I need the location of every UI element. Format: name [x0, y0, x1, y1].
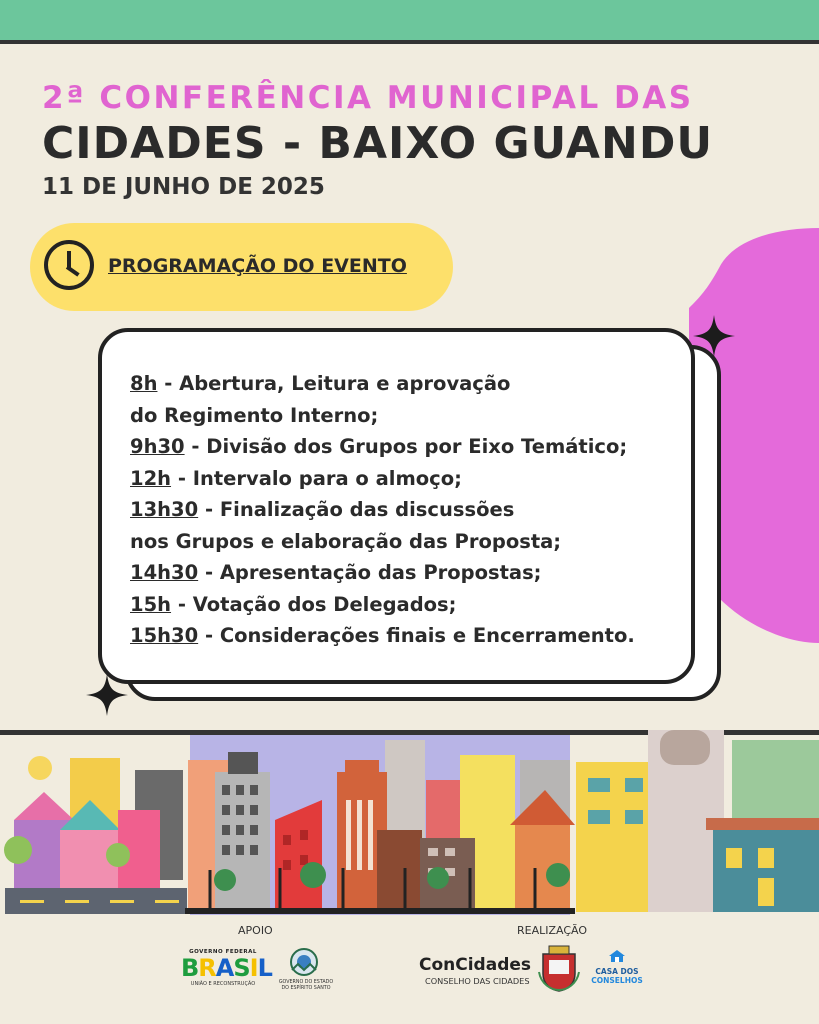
schedule-text: - Divisão dos Grupos por Eixo Temático;: [184, 435, 628, 458]
schedule-text: - Apresentação das Propostas;: [198, 561, 542, 584]
apoio-label: APOIO: [238, 924, 273, 937]
city-skyline-illustration: [0, 730, 819, 920]
top-color-band: [0, 0, 819, 44]
governo-federal-logo: [181, 949, 272, 987]
title-line-2: CIDADES - BAIXO GUANDU: [42, 118, 714, 169]
brasil-wordmark: BRASIL: [181, 954, 272, 982]
schedule-text: - Finalização das discussões: [198, 498, 515, 521]
schedule-list: [130, 368, 635, 652]
schedule-text: - Considerações finais e Encerramento.: [198, 624, 635, 647]
schedule-time: 8h: [130, 372, 158, 395]
schedule-text: do Regimento Interno;: [130, 403, 379, 427]
espirito-santo-seal-icon: [286, 946, 322, 978]
clock-icon: [44, 240, 94, 290]
schedule-row: [130, 400, 635, 432]
schedule-row: [130, 620, 635, 652]
title-line-1: 2ª CONFERÊNCIA MUNICIPAL DAS: [42, 80, 694, 116]
schedule-time: 15h30: [130, 624, 199, 647]
schedule-row: [130, 494, 635, 526]
concidades-sub: CONSELHO DAS CIDADES: [425, 976, 530, 986]
schedule-row: [130, 589, 635, 621]
baixo-guandu-coat-of-arms-icon: [537, 944, 581, 992]
schedule-text: - Abertura, Leitura e aprovação: [157, 372, 511, 395]
program-label: PROGRAMAÇÃO DO EVENTO: [108, 255, 407, 277]
schedule-text: - Votação dos Delegados;: [171, 592, 457, 616]
event-date: 11 DE JUNHO DE 2025: [42, 174, 325, 200]
program-pill: [30, 223, 453, 311]
schedule-text: - Intervalo para o almoço;: [171, 466, 462, 490]
sparkle-icon: [693, 315, 735, 357]
schedule-time: 14h30: [130, 561, 199, 584]
sparkle-icon: [86, 674, 128, 716]
house-icon: [608, 949, 626, 963]
realizacao-label: REALIZAÇÃO: [517, 924, 588, 937]
governo-es-text: GOVERNO DO ESTADO DO ESPÍRITO SANTO: [278, 980, 334, 991]
schedule-time: 9h30: [130, 435, 185, 458]
schedule-row: [130, 526, 635, 558]
governo-federal-top: GOVERNO FEDERAL: [189, 949, 257, 955]
schedule-row: [130, 368, 635, 400]
schedule-time: 13h30: [130, 498, 199, 521]
schedule-time: 12h: [130, 466, 172, 490]
casa-line-2: CONSELHOS: [591, 976, 643, 985]
schedule-time: 15h: [130, 592, 172, 616]
schedule-text: nos Grupos e elaboração das Proposta;: [130, 529, 562, 553]
schedule-row: [130, 431, 635, 463]
casa-dos-conselhos-logo: [589, 948, 645, 985]
concidades-logo: ConCidades: [419, 955, 532, 975]
governo-federal-sub: UNIÃO E RECONSTRUÇÃO: [190, 981, 256, 987]
schedule-row: [130, 463, 635, 495]
schedule-row: [130, 557, 635, 589]
casa-line-1: CASA DOS: [595, 967, 639, 976]
